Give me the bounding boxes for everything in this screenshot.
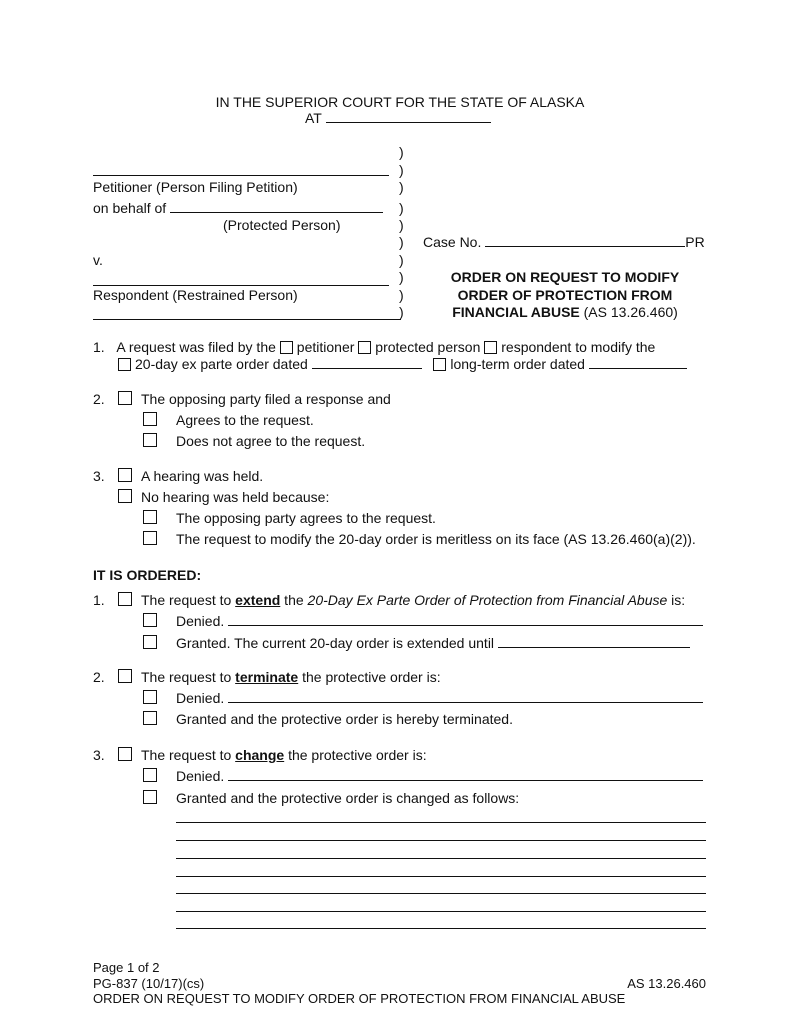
extend-denied-blank[interactable] [228,612,703,626]
respondent-checkbox[interactable] [484,341,497,354]
extend-denied-checkbox[interactable] [143,613,157,627]
case-number: Case No. PR [423,234,705,250]
agrees-label: Agrees to the request. [176,412,314,428]
change-line[interactable] [176,858,706,859]
change-denied: Denied. [176,767,703,785]
order-1-number: 1. [93,592,105,608]
on-behalf-of: on behalf of [93,199,383,217]
caption-paren: ) [399,200,404,216]
no-hearing-label: No hearing was held because: [141,489,330,505]
meritless-label: The request to modify the 20-day order is meritless on its face (AS 13.26.460(a)(2)). [176,531,696,547]
terminate-granted-label: Granted and the protective order is hereby terminated. [176,711,513,727]
document-title-3: FINANCIAL ABUSE (AS 13.26.460) [452,304,678,320]
finding-3-number: 3. [93,468,105,484]
caption-paren: ) [399,304,404,320]
footer-statute: AS 13.26.460 [627,976,706,991]
protected-person-checkbox[interactable] [358,341,371,354]
terminate-denied: Denied. [176,689,703,707]
change-granted-checkbox[interactable] [143,790,157,804]
agrees-checkbox[interactable] [143,412,157,426]
it-is-ordered-heading: IT IS ORDERED: [93,567,202,583]
change-denied-blank[interactable] [228,767,703,781]
court-heading: IN THE SUPERIOR COURT FOR THE STATE OF ALASKA [215,94,585,110]
case-number-blank[interactable] [485,233,685,247]
caption-paren: ) [399,179,404,195]
change-label: The request to change the protective order is: [141,747,427,763]
terminate-checkbox[interactable] [118,669,132,683]
disagrees-label: Does not agree to the request. [176,433,366,449]
caption-paren: ) [399,269,404,285]
change-line[interactable] [176,822,706,823]
change-line[interactable] [176,893,706,894]
protected-person-blank[interactable] [170,199,383,213]
20-day-order-checkbox[interactable] [118,358,131,371]
order-2-number: 2. [93,669,105,685]
extend-checkbox[interactable] [118,592,132,606]
caption-bottom-line [93,319,401,320]
caption-paren: ) [399,234,404,250]
versus-label: v. [93,252,103,268]
change-denied-checkbox[interactable] [143,768,157,782]
terminate-denied-blank[interactable] [228,689,703,703]
hearing-held-checkbox[interactable] [118,468,132,482]
order-3-number: 3. [93,747,105,763]
change-line[interactable] [176,840,706,841]
terminate-label: The request to terminate the protective order is: [141,669,441,685]
caption-paren: ) [399,162,404,178]
footer-title: ORDER ON REQUEST TO MODIFY ORDER OF PROTECTION FROM FINANCIAL ABUSE [93,991,626,1006]
document-title-2: ORDER OF PROTECTION FROM [457,287,673,303]
form-number: PG-837 (10/17)(cs) [93,976,205,991]
page-number: Page 1 of 2 [93,960,160,975]
disagrees-checkbox[interactable] [143,433,157,447]
change-line[interactable] [176,876,706,877]
document-title-1: ORDER ON REQUEST TO MODIFY [450,269,680,285]
change-granted-label: Granted and the protective order is changed as follows: [176,790,520,806]
response-filed-label: The opposing party filed a response and [141,391,391,407]
terminate-granted-checkbox[interactable] [143,711,157,725]
meritless-checkbox[interactable] [143,531,157,545]
finding-1: 1. A request was filed by the petitioner protected person respondent to modify the [93,339,656,355]
petitioner-checkbox[interactable] [280,341,293,354]
change-line[interactable] [176,911,706,912]
extend-until-blank[interactable] [498,634,690,648]
caption-paren: ) [399,287,404,303]
no-hearing-checkbox[interactable] [118,489,132,503]
change-checkbox[interactable] [118,747,132,761]
extend-granted: Granted. The current 20-day order is extended until [176,634,690,652]
20-day-date-blank[interactable] [312,355,422,369]
long-term-order-checkbox[interactable] [433,358,446,371]
hearing-held-label: A hearing was held. [141,468,264,484]
long-term-date-blank[interactable] [589,355,687,369]
change-line[interactable] [176,928,706,929]
petitioner-name-line[interactable] [93,175,389,176]
protected-person-label: (Protected Person) [223,217,341,233]
opposing-agrees-label: The opposing party agrees to the request. [176,510,436,526]
caption-paren: ) [399,217,404,233]
court-location: AT [305,109,491,127]
extend-denied: Denied. [176,612,703,630]
opposing-agrees-checkbox[interactable] [143,510,157,524]
extend-granted-checkbox[interactable] [143,635,157,649]
extend-label: The request to extend the 20-Day Ex Parte Order of Protection from Financial Abuse is: [141,592,686,608]
finding-2-number: 2. [93,391,105,407]
finding-1-order-type: 20-day ex parte order dated long-term order dated [118,355,687,373]
caption-paren: ) [399,144,404,160]
caption-paren: ) [399,252,404,268]
respondent-label: Respondent (Restrained Person) [93,287,298,303]
terminate-denied-checkbox[interactable] [143,690,157,704]
location-blank[interactable] [326,109,491,123]
response-filed-checkbox[interactable] [118,391,132,405]
petitioner-label: Petitioner (Person Filing Petition) [93,179,298,195]
